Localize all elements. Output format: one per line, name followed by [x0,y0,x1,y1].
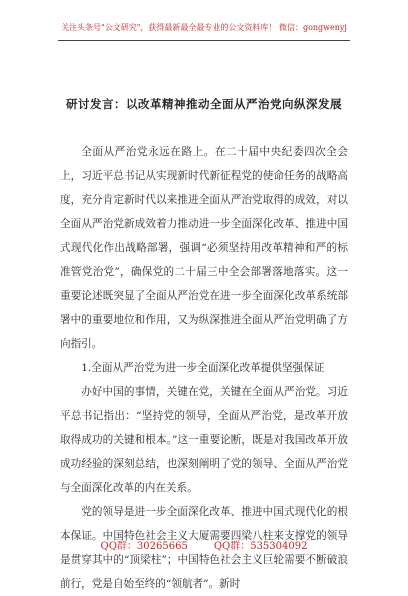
header-divider [58,40,350,41]
document-body [60,140,348,596]
section-heading-1: 1.全面从严治党为进一步全面深化改革提供坚强保证 [81,362,325,374]
paragraph-2: 办好中国的事情，关键在党，关键在全面从严治党。习近平总书记指出：“坚持党的领导，全面从严治党，是改革开放取得成功的关键和根本。”这一重要论断，既是对我国改革开放成功经验的深刻总结，也深刻阐明了党的领导、全面从严治党与全面深化改革的内在关系。 [60,386,348,494]
footer-contact [0,537,408,552]
footer-qq-group-2: QQ群：535304092 [213,541,308,552]
paragraph-intro: 全面从严治党永远在路上。在二十届中央纪委四次全会上，习近平总书记从实现新时代新征程党的使命任务的战略高度，充分肯定新时代以来推进全面从严治党取得的成效，对以全面从严治党新成效着力推动进一步全面深化改革、推进中国式现代化作出战略部署，强调“必须坚持用改革精神和严的标准管党治党”，确保党的二十届三中全会部署落地落实。这一重要论述既突显了全面从严治党在进一步全面深化改革系统部署中的重要地位和作用，又为纵深推进全面从严治党明确了方向指引。 [60,146,348,350]
footer-qq-group-1: QQ群：30265665 [100,541,188,552]
header-note: 关注头条号"公文研究"，获得最新最全最专业的公文资料库！ 微信：gongwenyj [61,23,347,32]
paragraph-3: 党的领导是进一步全面深化改革、推进中国式现代化的根本保证。中国特色社会主义大厦需要四梁八柱来支撑党的领导是贯穿其中的“顶梁柱”；中国特色社会主义巨轮需要不断破浪前行，党是自始至终的“领航者”。新时 [60,506,348,590]
document-title: 研讨发言：以改革精神推动全面从严治党向纵深发展 [66,97,342,111]
